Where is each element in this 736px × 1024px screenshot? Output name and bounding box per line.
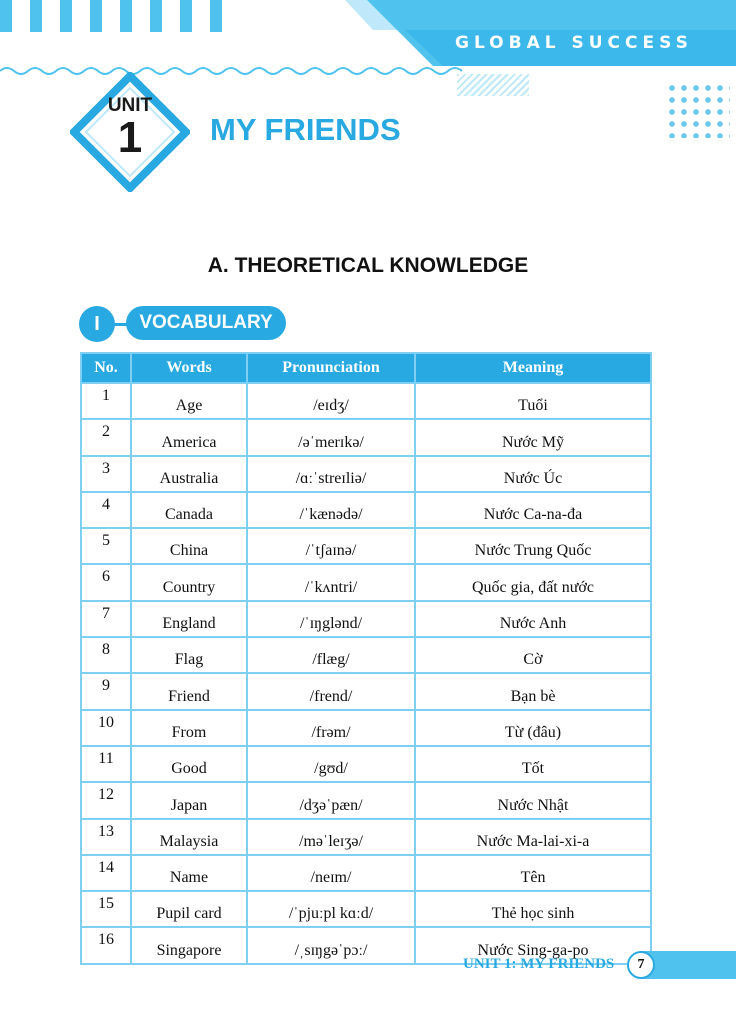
brand-name: GLOBAL SUCCESS bbox=[455, 33, 693, 53]
cell-word: Good bbox=[131, 746, 247, 782]
unit-label: UNIT bbox=[107, 95, 153, 116]
cell-no: 15 bbox=[81, 891, 131, 927]
table-header-row bbox=[81, 353, 651, 383]
cell-pronunciation: /ˈkænədə/ bbox=[247, 492, 415, 528]
table-row bbox=[81, 601, 651, 637]
cell-pronunciation: /məˈleɪʒə/ bbox=[247, 819, 415, 855]
table-row bbox=[81, 419, 651, 455]
cell-word: Age bbox=[131, 383, 247, 419]
table-row bbox=[81, 891, 651, 927]
table-row bbox=[81, 564, 651, 600]
cell-meaning: Tên bbox=[415, 855, 651, 891]
part-label-badge: VOCABULARY bbox=[126, 306, 286, 340]
cell-pronunciation: /ɑːˈstreɪliə/ bbox=[247, 456, 415, 492]
table-row bbox=[81, 456, 651, 492]
cell-no: 11 bbox=[81, 746, 131, 782]
cell-pronunciation: /ˌsɪŋgəˈpɔː/ bbox=[247, 927, 415, 963]
cell-no: 9 bbox=[81, 673, 131, 709]
cell-pronunciation: /eɪdʒ/ bbox=[247, 383, 415, 419]
table-row bbox=[81, 819, 651, 855]
cell-pronunciation: /frəm/ bbox=[247, 710, 415, 746]
cell-word: Flag bbox=[131, 637, 247, 673]
cell-no: 16 bbox=[81, 927, 131, 963]
cell-pronunciation: /ˈtʃaɪnə/ bbox=[247, 528, 415, 564]
table-row bbox=[81, 637, 651, 673]
cell-meaning: Thẻ học sinh bbox=[415, 891, 651, 927]
part-number-badge: I bbox=[79, 306, 115, 342]
cell-pronunciation: /əˈmerɪkə/ bbox=[247, 419, 415, 455]
cell-no: 1 bbox=[81, 383, 131, 419]
table-row bbox=[81, 673, 651, 709]
cell-meaning: Tốt bbox=[415, 746, 651, 782]
cell-word: Malaysia bbox=[131, 819, 247, 855]
cell-meaning: Quốc gia, đất nước bbox=[415, 564, 651, 600]
cell-pronunciation: /ˈpjuːpl kɑːd/ bbox=[247, 891, 415, 927]
table-row bbox=[81, 746, 651, 782]
cell-word: Singapore bbox=[131, 927, 247, 963]
cell-pronunciation: /ˈɪŋglənd/ bbox=[247, 601, 415, 637]
header-no: No. bbox=[81, 353, 131, 383]
cell-word: America bbox=[131, 419, 247, 455]
cell-word: England bbox=[131, 601, 247, 637]
cell-meaning: Nước Ca-na-đa bbox=[415, 492, 651, 528]
cell-no: 2 bbox=[81, 419, 131, 455]
vocabulary-table bbox=[80, 352, 652, 965]
header-stripes bbox=[0, 0, 240, 32]
cell-meaning: Từ (đâu) bbox=[415, 710, 651, 746]
cell-pronunciation: /flæg/ bbox=[247, 637, 415, 673]
cell-word: Pupil card bbox=[131, 891, 247, 927]
cell-pronunciation: /ˈkʌntri/ bbox=[247, 564, 415, 600]
cell-word: Japan bbox=[131, 782, 247, 818]
table-row bbox=[81, 383, 651, 419]
cell-pronunciation: /gʊd/ bbox=[247, 746, 415, 782]
cell-word: China bbox=[131, 528, 247, 564]
cell-meaning: Nước Sing-ga-po bbox=[415, 927, 651, 963]
cell-word: Australia bbox=[131, 456, 247, 492]
cell-meaning: Nước Úc bbox=[415, 456, 651, 492]
cell-pronunciation: /dʒəˈpæn/ bbox=[247, 782, 415, 818]
cell-no: 8 bbox=[81, 637, 131, 673]
unit-number: 1 bbox=[117, 113, 143, 162]
header-pronunciation: Pronunciation bbox=[247, 353, 415, 383]
cell-meaning: Nước Nhật bbox=[415, 782, 651, 818]
footer-unit-label: UNIT 1: MY FRIENDS bbox=[463, 956, 615, 972]
cell-no: 3 bbox=[81, 456, 131, 492]
cell-no: 5 bbox=[81, 528, 131, 564]
table-row bbox=[81, 855, 651, 891]
cell-word: Canada bbox=[131, 492, 247, 528]
cell-no: 10 bbox=[81, 710, 131, 746]
page-number: 7 bbox=[627, 951, 655, 979]
cell-pronunciation: /neɪm/ bbox=[247, 855, 415, 891]
header-words: Words bbox=[131, 353, 247, 383]
dot-grid bbox=[666, 82, 730, 138]
cell-meaning: Nước Anh bbox=[415, 601, 651, 637]
cell-no: 14 bbox=[81, 855, 131, 891]
cell-no: 13 bbox=[81, 819, 131, 855]
cell-meaning: Tuổi bbox=[415, 383, 651, 419]
cell-meaning: Cờ bbox=[415, 637, 651, 673]
table-row bbox=[81, 782, 651, 818]
header-meaning: Meaning bbox=[415, 353, 651, 383]
cell-meaning: Nước Mỹ bbox=[415, 419, 651, 455]
cell-meaning: Bạn bè bbox=[415, 673, 651, 709]
cell-no: 4 bbox=[81, 492, 131, 528]
cell-no: 7 bbox=[81, 601, 131, 637]
hatch-pattern bbox=[457, 74, 529, 96]
cell-word: From bbox=[131, 710, 247, 746]
table-row bbox=[81, 492, 651, 528]
cell-meaning: Nước Ma-lai-xi-a bbox=[415, 819, 651, 855]
cell-word: Friend bbox=[131, 673, 247, 709]
table-row bbox=[81, 710, 651, 746]
unit-title: MY FRIENDS bbox=[210, 112, 401, 147]
cell-pronunciation: /frend/ bbox=[247, 673, 415, 709]
table-row bbox=[81, 528, 651, 564]
cell-no: 12 bbox=[81, 782, 131, 818]
section-title: A. THEORETICAL KNOWLEDGE bbox=[207, 254, 529, 277]
cell-word: Country bbox=[131, 564, 247, 600]
cell-no: 6 bbox=[81, 564, 131, 600]
cell-word: Name bbox=[131, 855, 247, 891]
cell-meaning: Nước Trung Quốc bbox=[415, 528, 651, 564]
